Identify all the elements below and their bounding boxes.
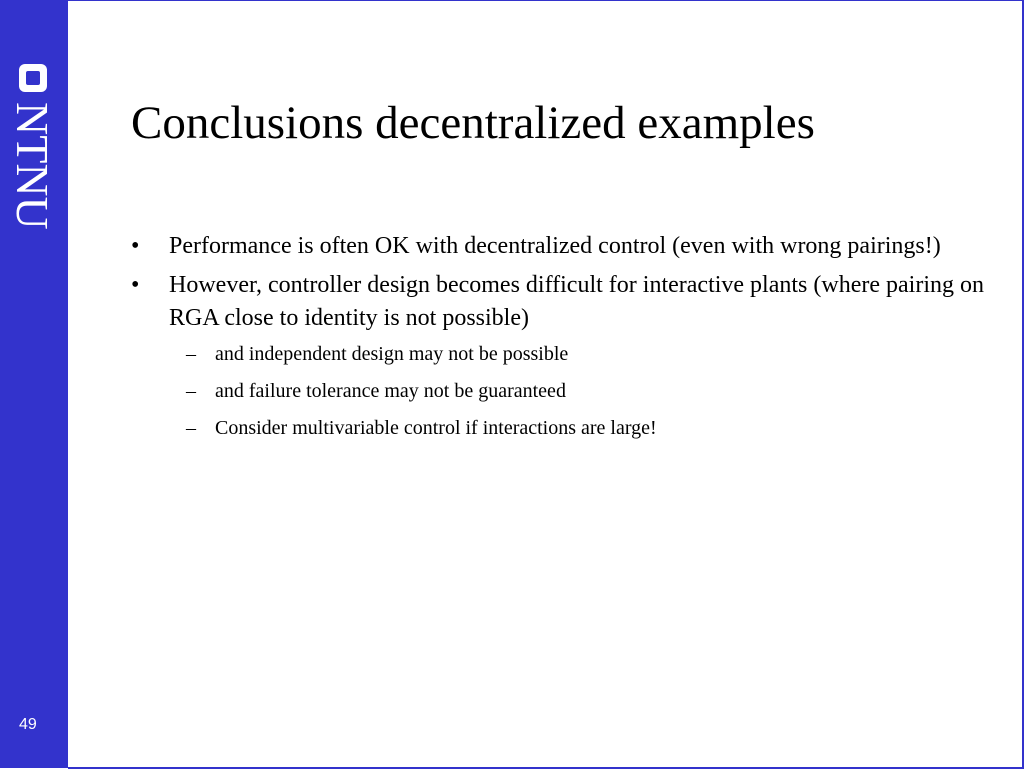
sub-bullet-marker: – — [186, 380, 196, 402]
sidebar — [0, 0, 68, 768]
slide-content — [131, 230, 991, 452]
logo-wordmark: NTNU — [7, 102, 58, 230]
slide-title: Conclusions decentralized examples — [131, 97, 815, 149]
ntnu-logo-text — [7, 102, 58, 242]
sub-bullet-text: Consider multivariable control if interactions are large! — [215, 417, 657, 439]
bullet-item — [131, 269, 991, 335]
page-number: 49 — [19, 716, 37, 733]
bullet-item — [131, 230, 991, 263]
bullet-marker: • — [131, 272, 140, 298]
bullet-marker: • — [131, 233, 140, 259]
ntnu-logo-icon — [19, 64, 47, 92]
bullet-text: Performance is often OK with decentralized control (even with wrong pairings!) — [169, 233, 941, 259]
bullet-text: However, controller design becomes difficult for interactive plants (where pairing on RGA close to identity is not possible) — [169, 272, 984, 331]
sub-bullet-text: and failure tolerance may not be guaranteed — [215, 380, 566, 402]
sub-bullet-marker: – — [186, 343, 196, 365]
sub-bullet-text: and independent design may not be possible — [215, 343, 569, 365]
sub-bullet-item — [131, 378, 991, 405]
sub-bullet-item — [131, 341, 991, 368]
sub-bullet-marker: – — [186, 417, 196, 439]
sub-bullet-item — [131, 415, 991, 442]
